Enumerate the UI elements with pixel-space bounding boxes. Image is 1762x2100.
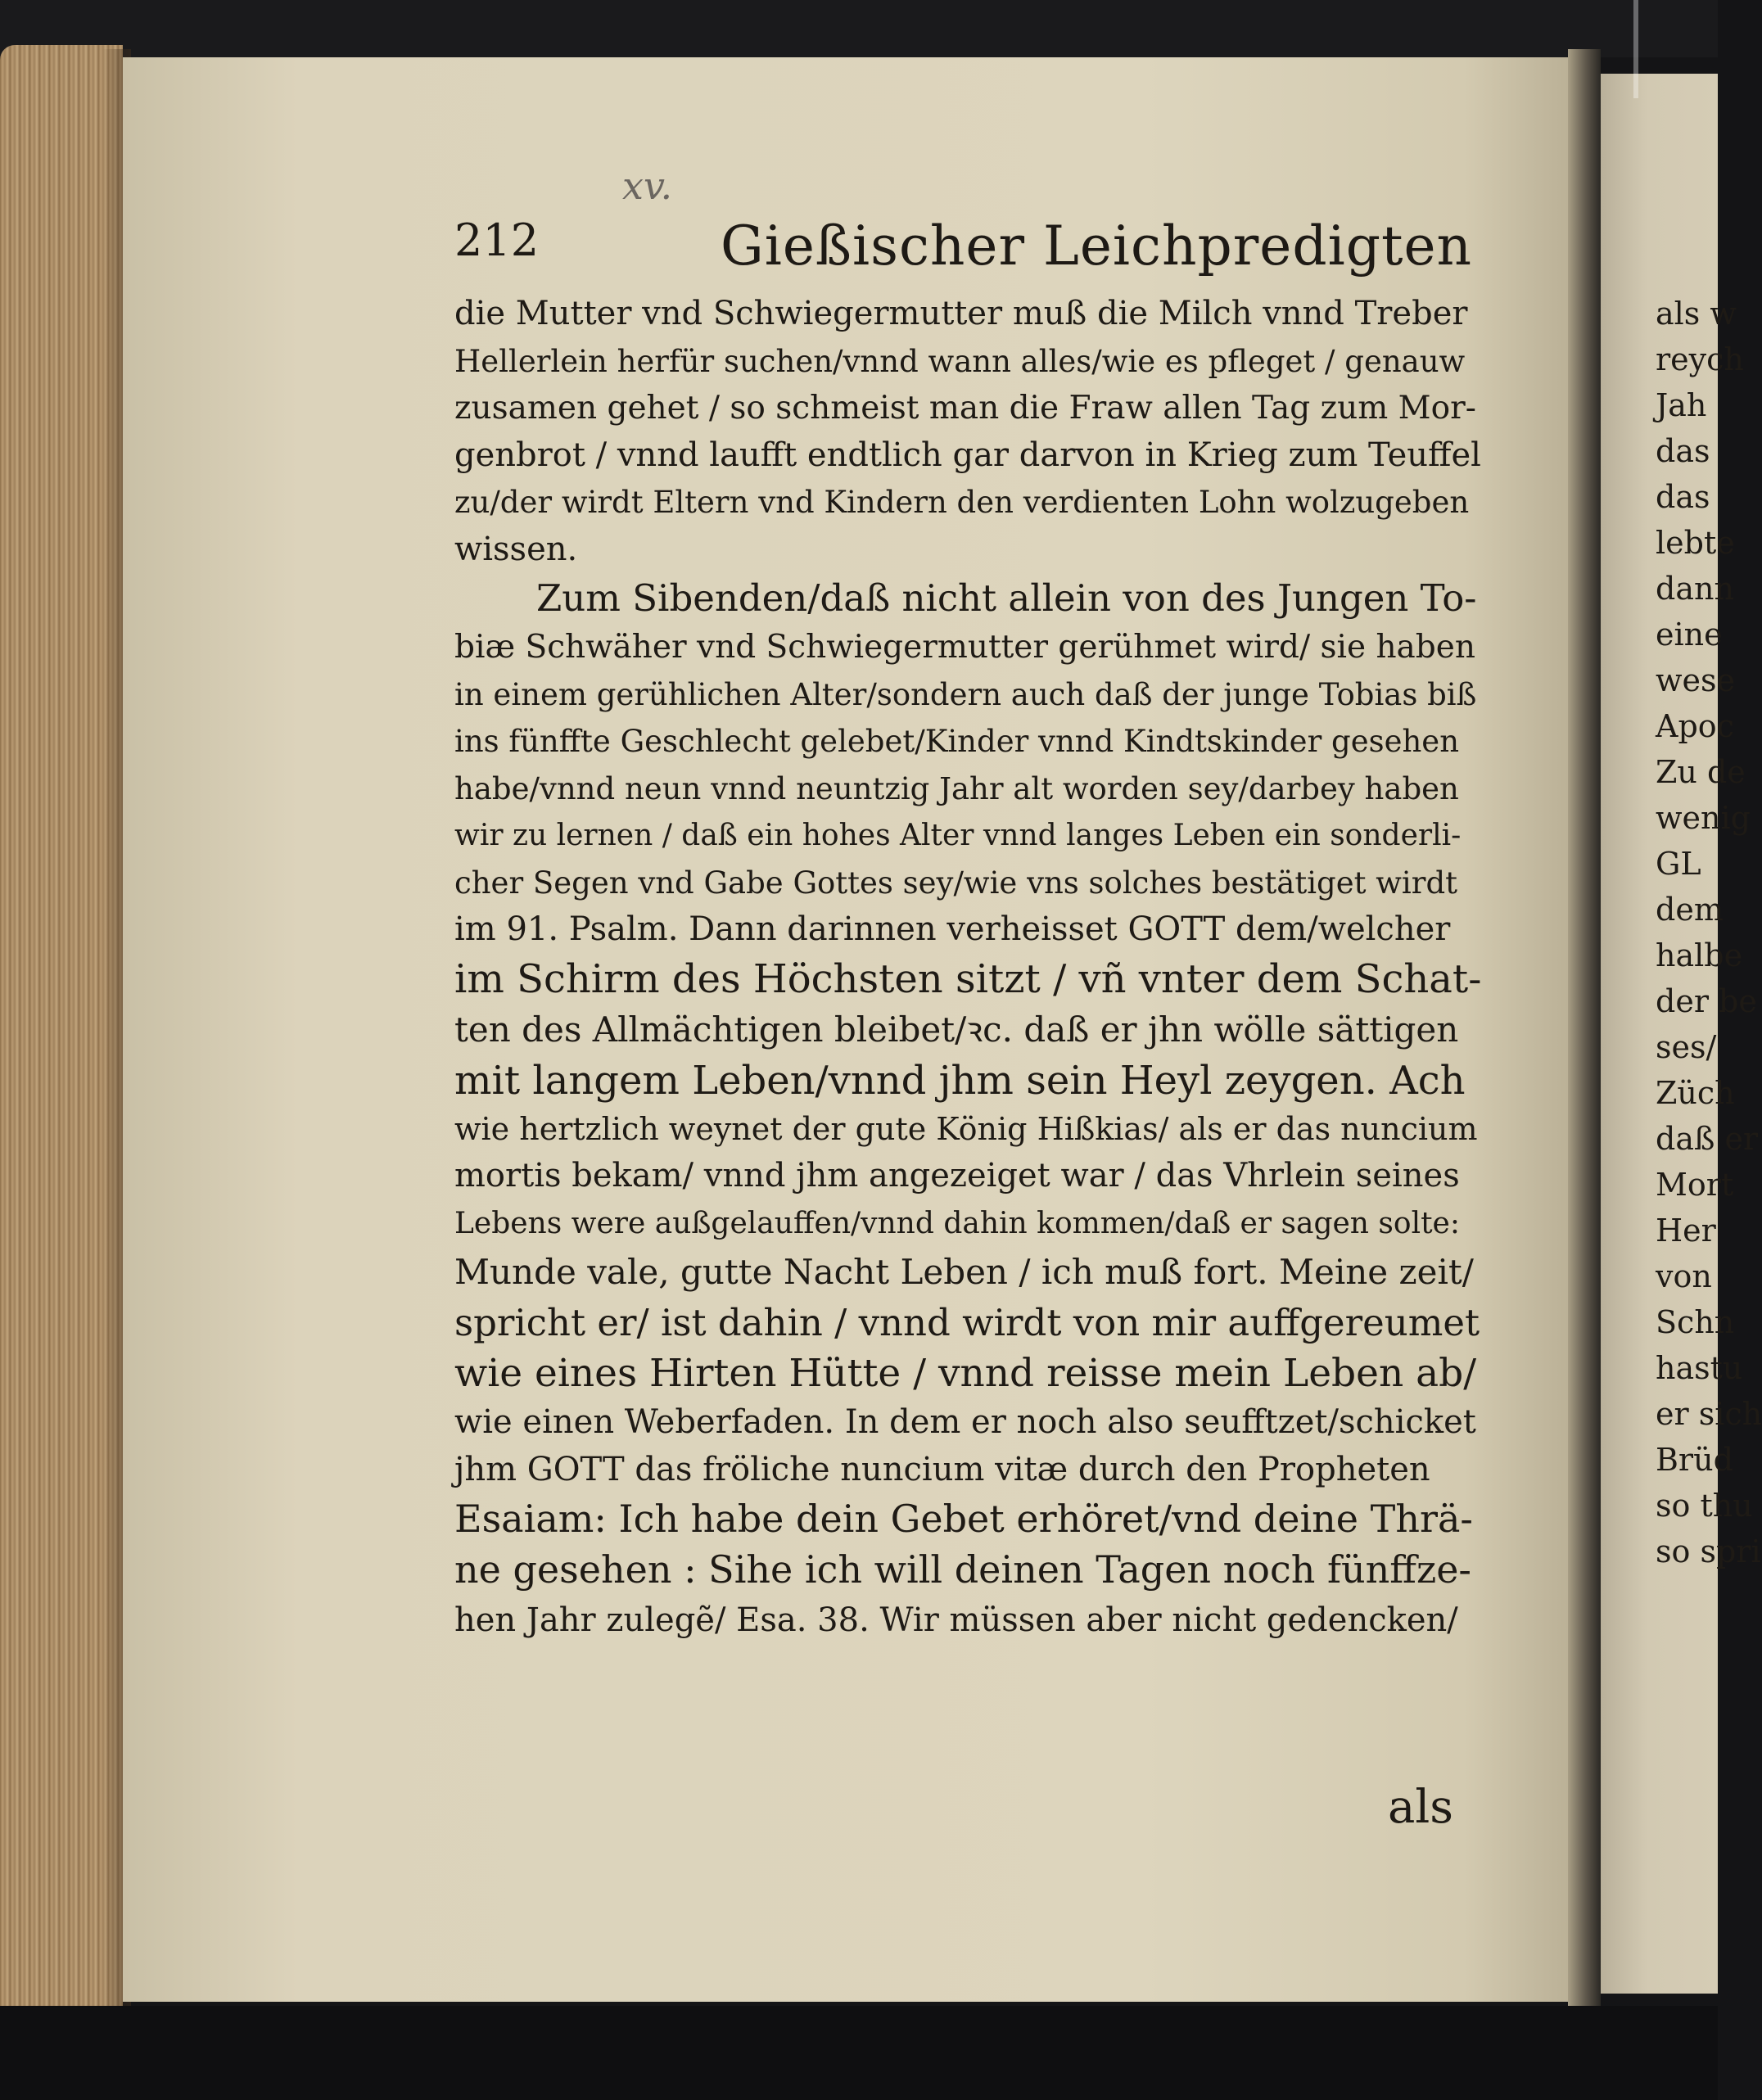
text-line: wie hertzlich weynet der gute König Hißkias/ als er das nuncium: [454, 1110, 1478, 1147]
right-page-fragment: so thu: [1656, 1488, 1753, 1524]
right-page-text: [1656, 291, 1762, 1574]
right-page-fragment: halbe: [1656, 937, 1743, 973]
backdrop-bottom: [0, 2006, 1718, 2100]
right-page-fragment: das: [1656, 433, 1710, 469]
book-gutter: [1568, 49, 1601, 2010]
right-page-fragment: hastu: [1656, 1350, 1743, 1386]
right-page-fragment: Her: [1656, 1213, 1716, 1249]
text-line: wie eines Hirten Hütte / vnnd reisse mein Leben ab/: [454, 1351, 1477, 1396]
right-page-fragment: Brüd: [1656, 1442, 1733, 1478]
right-page-fragment: daß er: [1656, 1121, 1759, 1157]
text-line: ins fünffte Geschlecht gelebet/Kinder vnnd Kindtskinder gesehen: [454, 724, 1460, 759]
body-text: [454, 291, 1482, 1646]
text-line: hen Jahr zulegẽ/ Esa. 38. Wir müssen aber nicht gedencken/: [454, 1601, 1458, 1639]
right-page-fragment: dem: [1656, 892, 1724, 928]
right-page-fragment: als w: [1656, 296, 1737, 332]
text-line: Lebens were außgelauffen/vnnd dahin kommen/daß er sagen solte:: [454, 1206, 1460, 1240]
right-page-fragment: Schn: [1656, 1304, 1735, 1340]
catchword: als: [1388, 1781, 1454, 1834]
right-page-fragment: Apoc: [1656, 708, 1734, 744]
text-line: biæ Schwäher vnd Schwiegermutter gerühmet wird/ sie haben: [454, 629, 1475, 666]
text-line: ten des Allmächtigen bleibet/ꝛc. daß er jhn wölle sättigen: [454, 1009, 1459, 1050]
right-page-fragment: lebte: [1656, 525, 1735, 561]
right-page-fragment: GL: [1656, 846, 1701, 882]
running-header: Gießischer Leichpredigten: [721, 215, 1473, 278]
right-page-fragment: wese: [1656, 662, 1736, 698]
text-line: spricht er/ ist dahin / vnnd wirdt von mir auffgereumet: [454, 1301, 1480, 1344]
right-page-fragment: das: [1656, 479, 1710, 515]
text-line: mit langem Leben/vnnd jhm sein Heyl zeygen. Ach: [454, 1057, 1466, 1104]
page-clip: [1633, 0, 1638, 98]
right-page-fragment: wenig: [1656, 800, 1751, 836]
handwritten-annotation: xv.: [622, 164, 673, 208]
text-line: im 91. Psalm. Dann darinnen verheisset GOTT dem/welcher: [454, 910, 1451, 948]
text-line: im Schirm des Höchsten sitzt / vñ vnter dem Schat-: [454, 955, 1482, 1002]
text-line: habe/vnnd neun vnnd neuntzig Jahr alt worden sey/darbey haben: [454, 770, 1459, 806]
right-page-fragment: der be: [1656, 983, 1757, 1019]
text-line: wir zu lernen / daß ein hohes Alter vnnd langes Leben ein sonderli-: [454, 819, 1462, 852]
backdrop: [0, 0, 1718, 57]
text-line: Munde vale, gutte Nacht Leben / ich muß fort. Meine zeit/: [454, 1252, 1474, 1292]
text-line: genbrot / vnnd laufft endtlich gar darvon in Krieg zum Teuffel: [454, 436, 1481, 474]
right-page-fragment: reych: [1656, 341, 1744, 377]
right-page-fragment: so spri: [1656, 1533, 1761, 1569]
text-line: zu/der wirdt Eltern vnd Kindern den verdienten Lohn wolzugeben: [454, 485, 1470, 520]
right-page-fragment: er sich: [1656, 1396, 1762, 1432]
text-line: die Mutter vnd Schwiegermutter muß die Milch vnnd Treber: [454, 295, 1468, 332]
text-line: wissen.: [454, 530, 578, 568]
text-line: wie einen Weberfaden. In dem er noch also seufftzet/schicket: [454, 1403, 1476, 1441]
text-line: zusamen gehet / so schmeist man die Fraw allen Tag zum Mor-: [454, 390, 1476, 427]
text-line: mortis bekam/ vnnd jhm angezeiget war / das Vhrlein seines: [454, 1157, 1460, 1195]
right-page-fragment: dann: [1656, 571, 1734, 607]
text-line: Esaiam: Ich habe dein Gebet erhöret/vnd deine Thrä-: [454, 1497, 1473, 1541]
text-line: cher Segen vnd Gabe Gottes sey/wie vns solches bestätiget wirdt: [454, 865, 1458, 901]
right-page-fragment: Zu de: [1656, 754, 1746, 790]
right-page-fragment: Züch: [1656, 1075, 1735, 1111]
right-page-fragment: ses/: [1656, 1029, 1717, 1065]
right-page-fragment: Jah: [1656, 387, 1707, 423]
text-line: jhm GOTT das fröliche nuncium vitæ durch den Propheten: [454, 1450, 1430, 1488]
text-line: Zum Sibenden/daß nicht allein von des Jungen To-: [536, 576, 1477, 620]
right-page-fragment: eine: [1656, 616, 1723, 653]
text-line: Hellerlein herfür suchen/vnnd wann alles/wie es pfleget / genauw: [454, 343, 1466, 379]
page-number: 212: [454, 215, 540, 266]
text-line: ne gesehen : Sihe ich will deinen Tagen noch fünffze-: [454, 1547, 1471, 1592]
text-line: in einem gerühlichen Alter/sondern auch daß der junge Tobias biß: [454, 676, 1477, 712]
right-page-fragment: von: [1656, 1258, 1712, 1294]
right-page-fragment: Mort: [1656, 1167, 1734, 1203]
